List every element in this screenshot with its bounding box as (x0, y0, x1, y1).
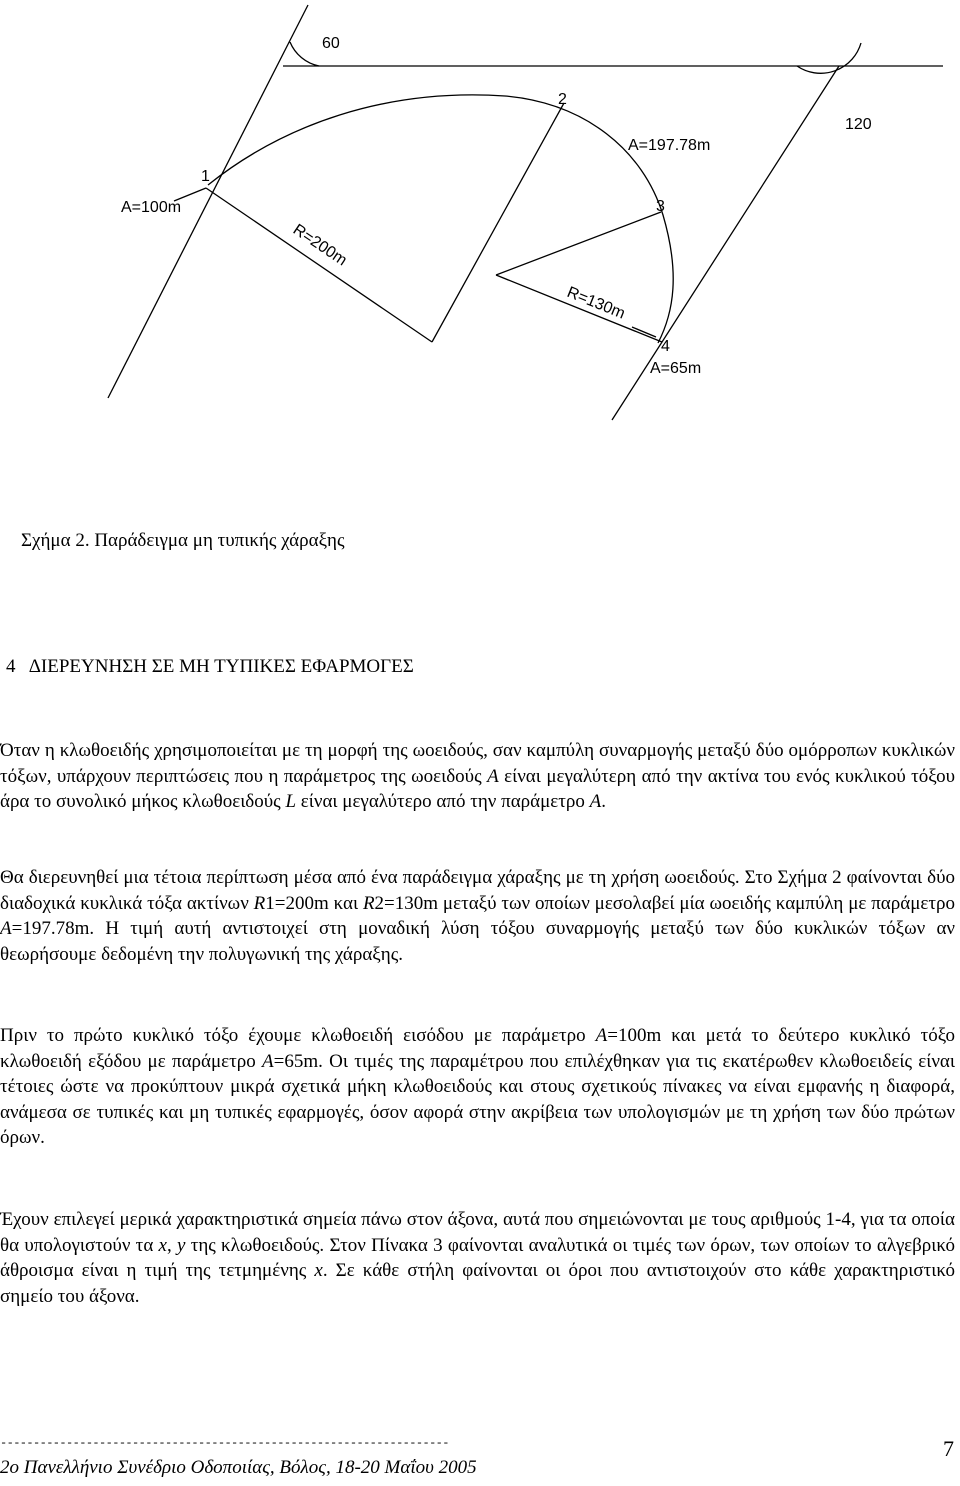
radius-line-r200 (206, 188, 432, 342)
text-span: . (601, 791, 606, 812)
center-line-1 (496, 212, 661, 275)
angle-arc-60 (290, 42, 319, 66)
italic-symbol: A (595, 1025, 608, 1046)
text-span: 1=200m και (265, 892, 363, 914)
text-span: Θα διερευνηθεί μια τέτοια περίπτωση μέσα από ένα παράδειγμα χάραξης με τη χρήση ωοειδούς. Στο Σχήμα 2 φαίνονται δύο διαδοχικά κυκλικά τόξα ακτίνων (0, 867, 955, 914)
text-span: Όταν η κλωθοειδής χρησιμοποιείται με τη μορφή της ωοειδούς, σαν καμπύλη συναρμογής μεταξύ δύο ομόρροπων κυκλικών τόξων, υπάρχουν περιπτώσεις που η παράμετρος της ωοειδούς (0, 740, 955, 787)
italic-symbol: A (589, 791, 602, 812)
radius-label-r200: R=200m (289, 221, 350, 270)
italic-symbol: L (285, 791, 297, 812)
text-span: 2=130m μεταξύ των οποίων μεσολαβεί μία ωοειδής καμπύλη με παράμετρο (374, 892, 955, 914)
point-label-3: 3 (656, 198, 665, 215)
clothoid-label-a65: A=65m (650, 360, 702, 377)
angle-arc-120 (797, 43, 861, 73)
footer-conference: 2ο Πανελλήνιο Συνέδριο Οδοποιίας, Βόλος, 18-20 Μαΐου 2005 (0, 1457, 477, 1478)
text-span: Πριν το πρώτο κυκλικό τόξο έχουμε κλωθοειδή εισόδου με παράμετρο (0, 1025, 596, 1046)
tangent-line-3 (612, 66, 839, 420)
italic-symbol: R (362, 892, 375, 914)
paragraph-1 (0, 738, 955, 815)
section-heading (6, 656, 414, 678)
page-number: 7 (943, 1436, 954, 1461)
angle-label-60: 60 (322, 35, 340, 52)
point-label-4: 4 (661, 338, 670, 355)
paragraph-3 (0, 1023, 955, 1151)
angle-label-120: 120 (845, 116, 872, 133)
paragraph-4 (0, 1207, 955, 1309)
italic-symbol: A (262, 1050, 274, 1072)
italic-symbol: A (487, 765, 499, 787)
clothoid-label-a100: A=100m (121, 199, 182, 216)
italic-symbol: x (314, 1260, 323, 1281)
text-span: είναι μεγαλύτερο από την παράμετρο (296, 791, 590, 812)
text-span: . Σε κάθε στήλη φαίνονται οι όροι που αντιστοιχούν στο κάθε χαρακτηριστικό σημείο του άξονα. (0, 1260, 955, 1307)
paragraph-2 (0, 865, 955, 967)
text-span: =100m και μετά το δεύτερο κυκλικό τόξο κλωθοειδή εξόδου με παράμετρο (0, 1025, 955, 1072)
italic-symbol: y (177, 1234, 186, 1256)
radius-line-r130 (496, 275, 662, 342)
section-number: 4 (6, 656, 16, 677)
footer-separator: -------------------------------------------------------------------- (0, 1436, 449, 1450)
alignment-figure (0, 0, 960, 520)
clothoid-label-a19778: A=197.78m (628, 137, 711, 154)
point-label-2: 2 (558, 91, 567, 108)
text-span: Έχουν επιλεγεί μερικά χαρακτηριστικά σημεία πάνω στον άξονα, αυτά που σημειώνονται με τους αριθμούς 1-4, για τα οποία θα υπολογιστούν τα (0, 1209, 955, 1256)
italic-symbol: R (253, 892, 266, 914)
text-span: είναι μεγαλύτερη από την ακτίνα του ενός κυκλικού τόξου άρα το συνολικό μήκος κλωθοειδούς (0, 765, 955, 812)
section-title: ΔΙΕΡΕΥΝΗΣΗ ΣΕ ΜΗ ΤΥΠΙΚΕΣ ΕΦΑΡΜΟΓΕΣ (28, 656, 414, 677)
figure-caption: Σχήμα 2. Παράδειγμα μη τυπικής χάραξης (21, 530, 345, 551)
text-span: =65m. Οι τιμές της παραμέτρου που επιλέχθηκαν για τις εκατέρωθεν κλωθοειδείς είναι τέτοιες ώστε να προκύπτουν μικρά σχετικά μήκη κλωθοειδούς και στους σχετικούς πίνακες να είναι εμφανής η διαφορά, ανάμεσα σε τυπικές και μη τυπικές εφαρμογές, όσον αφορά στην ακρίβεια των υπολογισμών με τη χρήση των δύο πρώτων όρων. (0, 1050, 955, 1148)
text-span: της κλωθοειδούς. Στον Πίνακα 3 φαίνονται αναλυτικά οι τιμές των όρων, των οποίων το αλγεβρικό άθροισμα είναι η τιμή της τετμημένης (0, 1234, 956, 1281)
chord-line (432, 103, 564, 342)
text-span: =197.78m. Η τιμή αυτή αντιστοιχεί στη μοναδική λύση τόξου συναρμογής μεταξύ των δύο κυκλικών τόξων αν θεωρήσουμε δεδομένη την πολυγωνική της χάραξης. (0, 918, 955, 965)
radius-label-r130: R=130m (564, 283, 628, 323)
point-label-1: 1 (201, 168, 210, 185)
italic-symbol: x (158, 1234, 167, 1256)
italic-symbol: A (0, 918, 12, 939)
text-span: , (166, 1234, 177, 1256)
